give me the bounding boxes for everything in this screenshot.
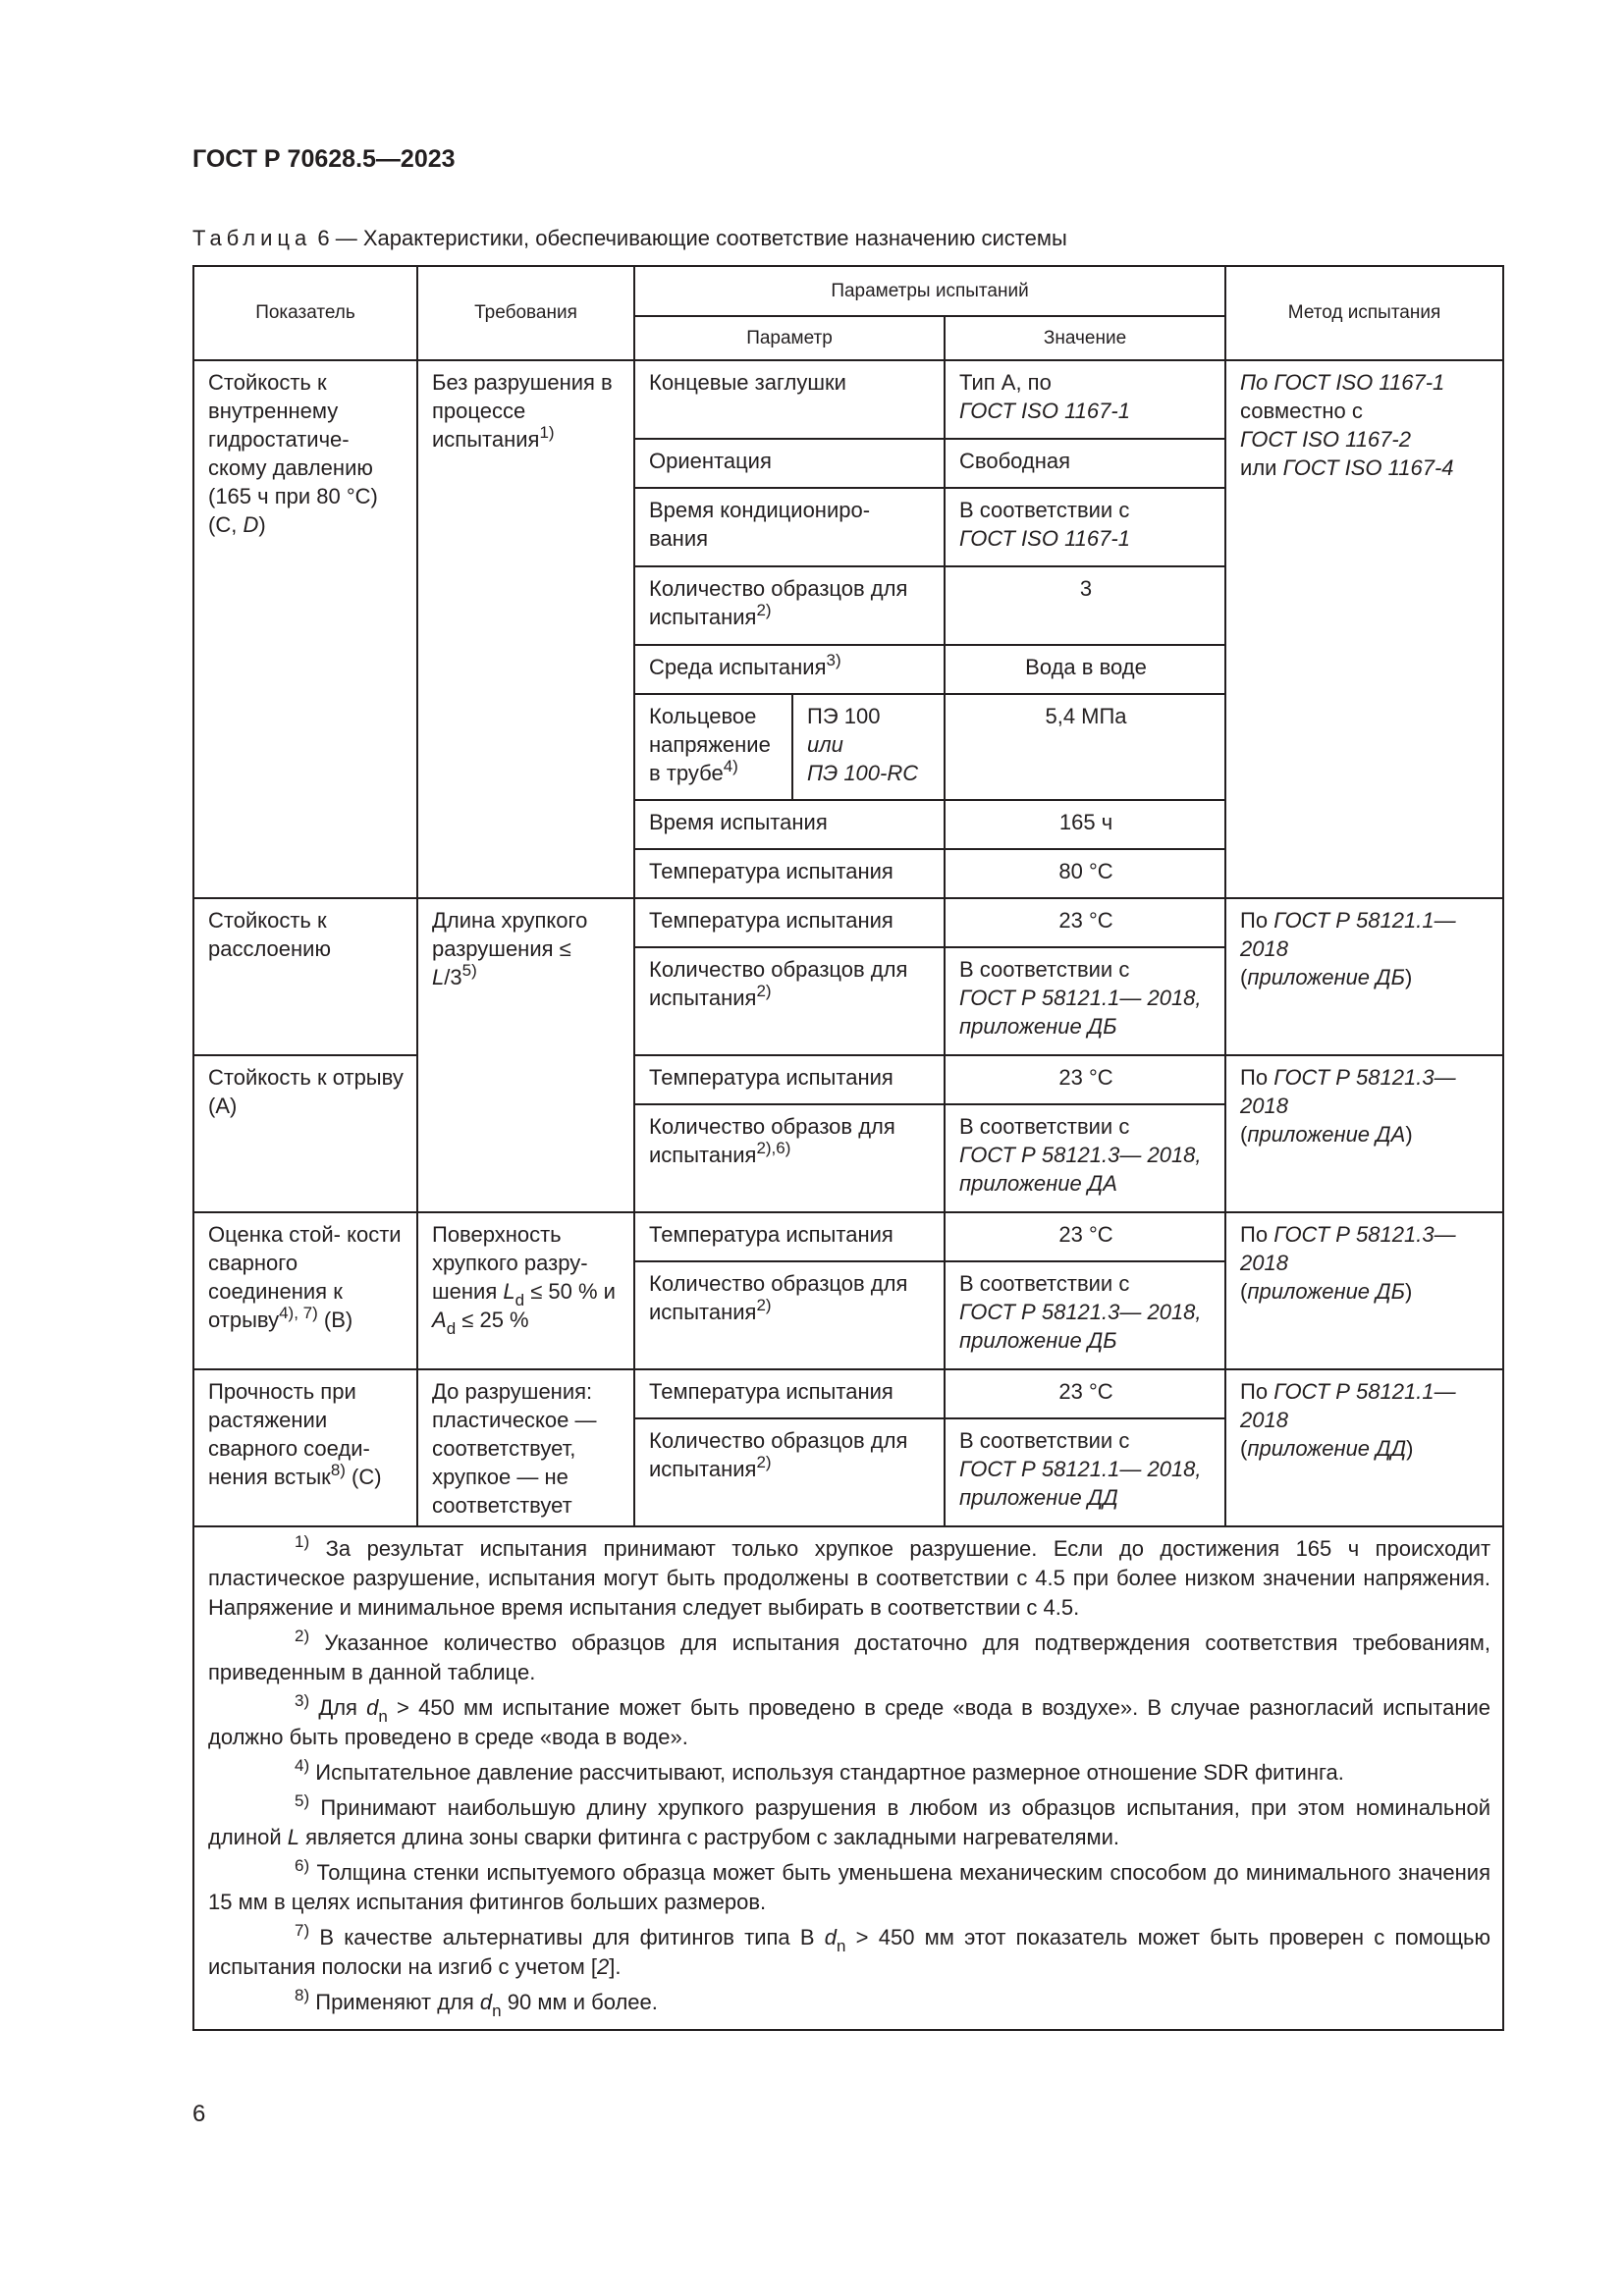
row1-value-medium: Вода в воде [945, 645, 1225, 694]
footnote-6: $^{6)}$ Толщина стенки испытуемого образца может быть уменьшена механическим способом до минимального значения 15 мм в целях испытания фитингов больших размеров. [208, 1856, 1491, 1914]
row1-param-hoop-stress: Кольцевое напряжение в трубе$^{4)}$ [634, 694, 792, 800]
characteristics-table [192, 265, 1504, 2031]
footnote-4: $^{4)}$ Испытательное давление рассчитывают, используя стандартное размерное отношение SDR фитинга. [295, 1756, 1344, 1785]
header-parameter: Параметр [634, 316, 945, 360]
row1-param-material: ПЭ 100 или ПЭ 100-RC [792, 694, 945, 800]
footnote-1: $^{1)}$ За результат испытания принимают только хрупкое разрушение. Если до достижения 165 ч происходит пластическое разрушение, испытания могут быть продолжены в соответствии с 4.5 при более низком значении напряжения. Напряжение и минимальное время испытания следует выбирать в соответствии с 4.5. [208, 1532, 1491, 1620]
table-caption [192, 226, 1067, 251]
row4-requirement: Поверхность хрупкого разру- шения $L_d \le 50$ % и $A_d \le 25$ % [417, 1212, 634, 1369]
row1-value-end-caps: Тип А, по ГОСТ ISO 1167-1 [945, 360, 1225, 439]
row2-value-sample-count: В соответствии с ГОСТ Р 58121.1— 2018, приложение ДБ [945, 947, 1225, 1055]
row1-param-sample-count: Количество образцов для испытания$^{2)}$ [634, 566, 945, 645]
row2-requirement: Длина хрупкого разрушения ≤ L/3$^{5)}$ [417, 898, 634, 1212]
footnote-5: $^{5)}$ Принимают наибольшую длину хрупкого разрушения в любом из образцов испытания, при этом номинальной длиной L является длина зоны сварки фитинга с раструбом с закладными нагревателями. [208, 1791, 1491, 1849]
row1-method: По ГОСТ ISO 1167-1 совместно с ГОСТ ISO 1167-2 или ГОСТ ISO 1167-4 [1225, 360, 1503, 898]
row4-param-temperature: Температура испытания [634, 1212, 945, 1261]
row4-value-temperature: 23 °С [945, 1212, 1225, 1261]
row5-indicator: Прочность при растяжении сварного соеди- нения встык$^{8)}$ (С) [193, 1369, 417, 1526]
row2-indicator: Стойкость к расслоению [193, 898, 417, 1055]
page-number: 6 [192, 2101, 206, 2127]
row5-value-temperature: 23 °С [945, 1369, 1225, 1418]
row3-value-temperature: 23 °С [945, 1055, 1225, 1104]
row1-param-end-caps: Концевые заглушки [634, 360, 945, 439]
header-value: Значение [945, 316, 1225, 360]
row1-param-temperature: Температура испытания [634, 849, 945, 898]
row2-method: По ГОСТ Р 58121.1— 2018 (приложение ДБ) [1225, 898, 1503, 1055]
footnote-3: $^{3)}$ Для $d_n > 450$ мм испытание может быть проведено в среде «вода в воздухе». В случае разногласий испытание должно быть проведено в среде «вода в воде». [208, 1691, 1491, 1749]
row1-param-medium: Среда испытания$^{3)}$ [634, 645, 945, 694]
row1-requirement: Без разрушения в процессе испытания$^{1)}$ [417, 360, 634, 898]
document-code: ГОСТ Р 70628.5—2023 [192, 145, 456, 173]
row4-method: По ГОСТ Р 58121.3— 2018 (приложение ДБ) [1225, 1212, 1503, 1369]
row4-indicator: Оценка стой- кости сварного соединения к отрыву$^{4), 7)}$ (В) [193, 1212, 417, 1369]
row3-indicator: Стойкость к отрыву (А) [193, 1055, 417, 1212]
row1-value-conditioning: В соответствии с ГОСТ ISO 1167-1 [945, 488, 1225, 566]
row1-param-orientation: Ориентация [634, 439, 945, 488]
table-footnotes [193, 1526, 1503, 2030]
row1-param-test-time: Время испытания [634, 800, 945, 849]
row1-value-sample-count: 3 [945, 566, 1225, 645]
header-method: Метод испытания [1225, 266, 1503, 360]
row4-value-sample-count: В соответствии с ГОСТ Р 58121.3— 2018, приложение ДБ [945, 1261, 1225, 1369]
table-caption-label: Таблица [192, 226, 312, 250]
row5-value-sample-count: В соответствии с ГОСТ Р 58121.1— 2018, приложение ДД [945, 1418, 1225, 1526]
table-caption-title: — Характеристики, обеспечивающие соответствие назначению системы [335, 226, 1067, 250]
header-indicator: Показатель [193, 266, 417, 360]
row1-value-temperature: 80 °С [945, 849, 1225, 898]
row1-value-hoop-stress: 5,4 МПа [945, 694, 1225, 800]
footnote-2: $^{2)}$ Указанное количество образцов для испытания достаточно для подтверждения соответствия требованиям, приведенным в данной таблице. [208, 1627, 1491, 1684]
row5-param-sample-count: Количество образцов для испытания$^{2)}$ [634, 1418, 945, 1526]
footnote-ref: 1) [539, 423, 555, 442]
row5-param-temperature: Температура испытания [634, 1369, 945, 1418]
footnote-8: $^{8)}$ Применяют для $d_n$ 90 мм и более. [295, 1986, 658, 2020]
row1-indicator: Стойкость к внутреннему гидростатиче- скому давлению (165 ч при 80 °С) (С, D) [193, 360, 417, 898]
row2-value-temperature: 23 °С [945, 898, 1225, 947]
row1-param-conditioning: Время кондициониро- вания [634, 488, 945, 566]
row1-value-orientation: Свободная [945, 439, 1225, 488]
row3-param-sample-count: Количество образов для испытания$^{2),6)}$ [634, 1104, 945, 1212]
row3-method: По ГОСТ Р 58121.3— 2018 (приложение ДА) [1225, 1055, 1503, 1212]
row3-value-sample-count: В соответствии с ГОСТ Р 58121.3— 2018, приложение ДА [945, 1104, 1225, 1212]
footnote-7: $^{7)}$ В качестве альтернативы для фитингов типа В $d_n > 450$ мм этот показатель может быть проверен с помощью испытания полоски на изгиб с учетом [2]. [208, 1921, 1491, 1979]
header-requirements: Требования [417, 266, 634, 360]
row2-param-sample-count: Количество образцов для испытания$^{2)}$ [634, 947, 945, 1055]
row2-param-temperature: Температура испытания [634, 898, 945, 947]
row3-param-temperature: Температура испытания [634, 1055, 945, 1104]
row5-requirement: До разрушения: пластическое — соответствует, хрупкое — не соответствует [417, 1369, 634, 1526]
row1-value-test-time: 165 ч [945, 800, 1225, 849]
row5-method: По ГОСТ Р 58121.1— 2018 (приложение ДД) [1225, 1369, 1503, 1526]
header-test-params: Параметры испытаний [634, 266, 1225, 316]
table-caption-number: 6 [317, 226, 330, 250]
row4-param-sample-count: Количество образцов для испытания$^{2)}$ [634, 1261, 945, 1369]
